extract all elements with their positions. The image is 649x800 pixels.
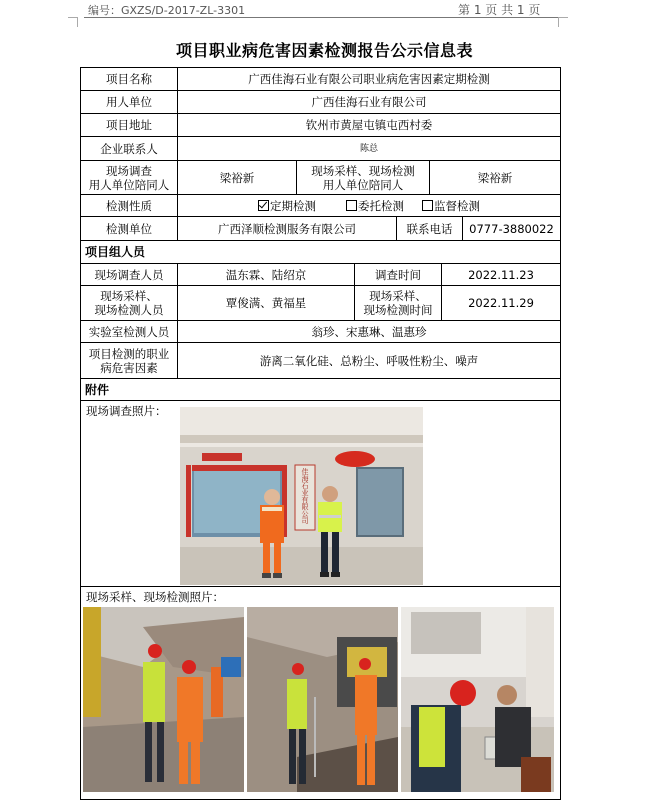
nature-options [178, 195, 560, 217]
sampling-photo-2-image [247, 607, 398, 792]
margin-corner-left [68, 17, 78, 27]
label-sampling-staff [81, 286, 178, 321]
value-project-name: 广西佳海石业有限公司职业病危害因素定期检测 [178, 68, 560, 91]
checkbox-checked-icon [258, 200, 269, 211]
sampling-photo-2 [247, 607, 398, 792]
sampling-photo-3-image [401, 607, 554, 792]
value-lab-staff: 翁珍、宋惠琳、温惠珍 [178, 321, 560, 343]
value-sampling-time: 2022.11.29 [442, 286, 560, 321]
value-employer: 广西佳海石业有限公司 [178, 91, 560, 114]
label-sampling-staff-line2: 现场检测人员 [94, 303, 164, 317]
label-sampling-escort-line1: 现场采样、现场检测 [311, 163, 415, 178]
label-employer: 用人单位 [81, 91, 178, 114]
label-survey-escort [81, 161, 178, 195]
sampling-photo-1 [83, 607, 244, 792]
value-sampling-staff: 覃俊满、黄福星 [178, 286, 355, 321]
checkbox-empty-icon [422, 200, 433, 211]
label-hazards-line2: 病危害因素 [100, 360, 158, 375]
page-title: 项目职业病危害因素检测报告公示信息表 [175, 41, 473, 60]
value-address: 钦州市黄屋屯镇屯西村委 [178, 114, 560, 137]
label-address: 项目地址 [81, 114, 178, 137]
value-sampling-escort: 梁裕新 [430, 161, 560, 195]
option-periodic-label: 定期检测 [270, 198, 316, 213]
doc-number: 编号：GXZS/D-2017-ZL-3301 [88, 4, 246, 17]
value-survey-staff: 温东霖、陆绍京 [178, 264, 355, 286]
label-hazards-line1: 项目检测的职业 [88, 346, 170, 361]
label-phone: 联系电话 [397, 217, 463, 241]
value-contact: 陈总 [178, 137, 560, 161]
label-project-name: 项目名称 [81, 68, 178, 91]
label-survey-escort-line1: 现场调查 [106, 163, 152, 178]
value-survey-time: 2022.11.23 [442, 264, 560, 286]
label-survey-escort-line2: 用人单位陪同人 [88, 177, 170, 192]
label-sampling-time [355, 286, 442, 321]
label-lab-staff: 实验室检测人员 [81, 321, 178, 343]
label-contact: 企业联系人 [81, 137, 178, 161]
option-supervision [422, 199, 480, 213]
label-survey-staff: 现场调查人员 [81, 264, 178, 286]
label-sampling-escort [297, 161, 430, 195]
value-unit: 广西泽顺检测服务有限公司 [178, 217, 397, 241]
value-survey-escort: 梁裕新 [178, 161, 297, 195]
checkbox-empty-icon [346, 200, 357, 211]
option-entrusted-label: 委托检测 [358, 198, 404, 213]
option-supervision-label: 监督检测 [434, 198, 480, 213]
option-entrusted [346, 199, 404, 213]
section-team: 项目组人员 [81, 241, 560, 264]
shop-sign-text: 佳海石业有限公司 [301, 468, 309, 525]
survey-photo-label: 现场调查照片： [86, 404, 167, 418]
header-rule [84, 17, 558, 18]
label-nature: 检测性质 [81, 195, 178, 217]
page-indicator: 第 1 页 共 1 页 [458, 3, 541, 17]
sampling-photo-label: 现场采样、现场检测照片： [86, 590, 224, 604]
label-hazards [81, 343, 178, 379]
sampling-photo-3 [401, 607, 554, 792]
margin-corner-right [558, 17, 568, 27]
label-unit: 检测单位 [81, 217, 178, 241]
label-sampling-staff-line1: 现场采样、 [100, 289, 158, 303]
label-sampling-time-line2: 现场检测时间 [363, 303, 433, 317]
survey-photo [180, 407, 423, 585]
value-phone: 0777-3880022 [463, 217, 560, 241]
label-sampling-escort-line2: 用人单位陪同人 [322, 177, 404, 192]
label-sampling-time-line1: 现场采样、 [369, 289, 427, 303]
option-periodic [258, 199, 316, 213]
sampling-photo-1-image [83, 607, 244, 792]
label-survey-time: 调查时间 [355, 264, 442, 286]
value-hazards: 游离二氧化硅、总粉尘、呼吸性粉尘、噪声 [178, 343, 560, 379]
section-attachments: 附件 [81, 379, 560, 401]
